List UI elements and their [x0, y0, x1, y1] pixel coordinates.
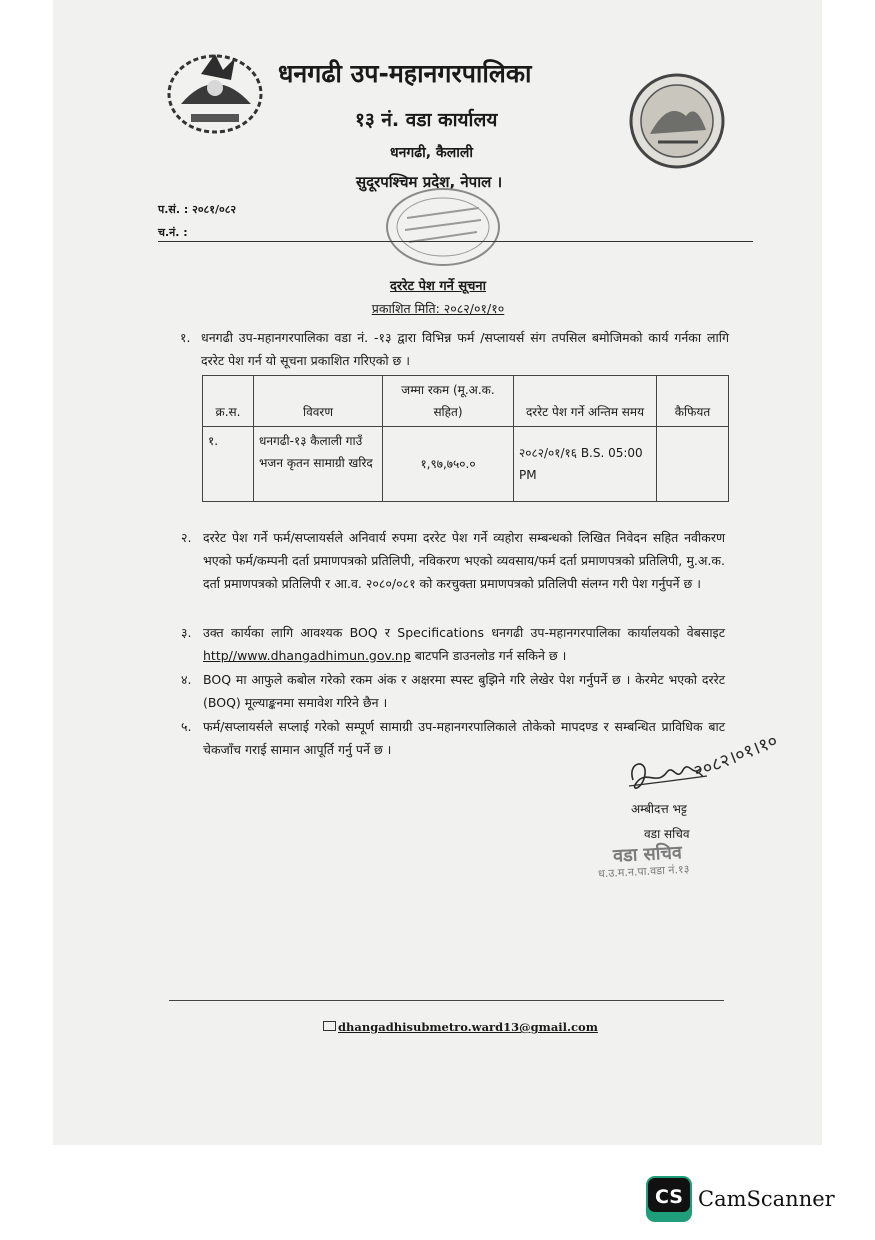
table-header-cell: दररेट पेश गर्ने अन्तिम समय	[514, 376, 657, 427]
office-stamp-icon	[383, 186, 503, 268]
table-header-cell: क्र.स.	[203, 376, 254, 427]
nepal-emblem-icon	[161, 44, 269, 136]
para-3	[203, 621, 725, 667]
table-cell-description: धनगढी-१३ कैलाली गाउँ भजन कृतन सामाग्री खरिद	[254, 427, 383, 502]
para-3-text: उक्त कार्यका लागि आवश्यक BOQ र Specifications धनगढी उप-महानगरपालिका कार्यालयको वेबसाइट	[203, 625, 725, 640]
org-name: धनगढी उप-महानगरपालिका	[278, 59, 532, 88]
reference-number: प.सं. : २०८१/०८२	[158, 203, 237, 216]
camscanner-brand: CamScanner	[698, 1187, 835, 1211]
para-5-number: ५.	[181, 719, 192, 734]
stamp-title: वडा सचिव	[612, 842, 683, 867]
para-4: BOQ मा आफुले कबोल गरेको रकम अंक र अक्षरमा स्पस्ट बुझिने गरि लेखेर पेश गर्नुपर्ने छ । केरमेट भएको दररेट (BOQ) मूल्याङ्कनमा समावेश गरिने छैन ।	[203, 672, 725, 710]
para-3-number: ३.	[181, 625, 192, 640]
location-line-2: सुदूरपश्चिम प्रदेश, नेपाल ।	[356, 173, 503, 191]
signer-name: अम्बीदत्त भट्ट	[631, 802, 687, 816]
stamp-office: ध.उ.म.न.पा.वडा नं.१३	[597, 862, 690, 881]
location-line-1: धनगढी, कैलाली	[390, 145, 473, 161]
table-cell-deadline: २०८२/०१/१६ B.S. 05:00 PM	[514, 427, 657, 502]
table-cell-remarks	[657, 427, 729, 502]
para-3-text-end: बाटपनि डाउनलोड गर्न सकिने छ ।	[414, 648, 567, 663]
header-divider	[158, 241, 753, 242]
notice-title: दररेट पेश गर्ने सूचना	[389, 279, 487, 294]
para-2-number: २.	[181, 530, 192, 545]
footer-email	[323, 1020, 598, 1034]
para-1: धनगढी उप-महानगरपालिका वडा नं. -१३ द्वारा विभिन्न फर्म /सप्लायर्स संग तपसिल बमोजिमको कार्य गर्नका लागि दररेट पेश गर्न यो सूचना प्रकाशित गरिएको छ ।	[201, 330, 729, 368]
tender-table	[202, 375, 729, 502]
published-date: प्रकाशित मिति: २०८२/०१/१०	[371, 301, 505, 316]
para-1-number: १.	[180, 330, 191, 345]
ward-office-title: १३ नं. वडा कार्यालय	[355, 109, 498, 131]
table-header-cell: जम्मा रकम (मू.अ.क. सहित)	[383, 376, 514, 427]
envelope-icon	[323, 1021, 336, 1031]
table-header-row	[203, 376, 729, 427]
scanned-document	[53, 0, 822, 1145]
para-2: दररेट पेश गर्ने फर्म/सप्लायर्सले अनिवार्य रुपमा दररेट पेश गर्ने व्यहोरा सम्बन्धको लिखित निवेदन सहित नवीकरण भएको फर्म/कम्पनी दर्ता प्रमाणपत्रको प्रतिलिपी, नविकरण भएको व्यवसाय/फर्म दर्ता प्रमाणपत्रको प्रतिलिपी, मु.अ.क. दर्ता प्रमाणपत्रको प्रतिलिपी र आ.व. २०८०/०८१ को करचुक्ता प्रमाणपत्रको प्रतिलिपी संलग्न गरी पेश गर्नुपर्ने छ ।	[203, 530, 725, 591]
table-cell-amount: १,९७,७५०.०	[383, 427, 514, 502]
table-header-cell: कैफियत	[657, 376, 729, 427]
email-address[interactable]: dhangadhisubmetro.ward13@gmail.com	[338, 1020, 598, 1034]
camscanner-logo-icon	[646, 1176, 692, 1222]
para-5: फर्म/सप्लायर्सले सप्लाई गरेको सम्पूर्ण सामाग्री उप-महानगरपालिकाले तोकेको मापदण्ड र सम्बन्धित प्राविधिक बाट चेकजाँच गराई सामान आपूर्ति गर्नु पर्ने छ ।	[203, 719, 725, 757]
footer-divider	[169, 1000, 724, 1001]
handwritten-date: २०८२।०१।१०	[690, 730, 781, 784]
signer-title: वडा सचिव	[644, 827, 690, 841]
website-link[interactable]: http//www.dhangadhimun.gov.np	[203, 648, 411, 663]
dispatch-number: च.नं. :	[158, 226, 188, 239]
table-row	[203, 427, 729, 502]
para-4-number: ४.	[181, 672, 192, 687]
table-cell-serial: १.	[203, 427, 254, 502]
municipal-seal-icon	[628, 72, 726, 170]
svg-text:CS: CS	[655, 1186, 683, 1208]
table-header-cell: विवरण	[254, 376, 383, 427]
